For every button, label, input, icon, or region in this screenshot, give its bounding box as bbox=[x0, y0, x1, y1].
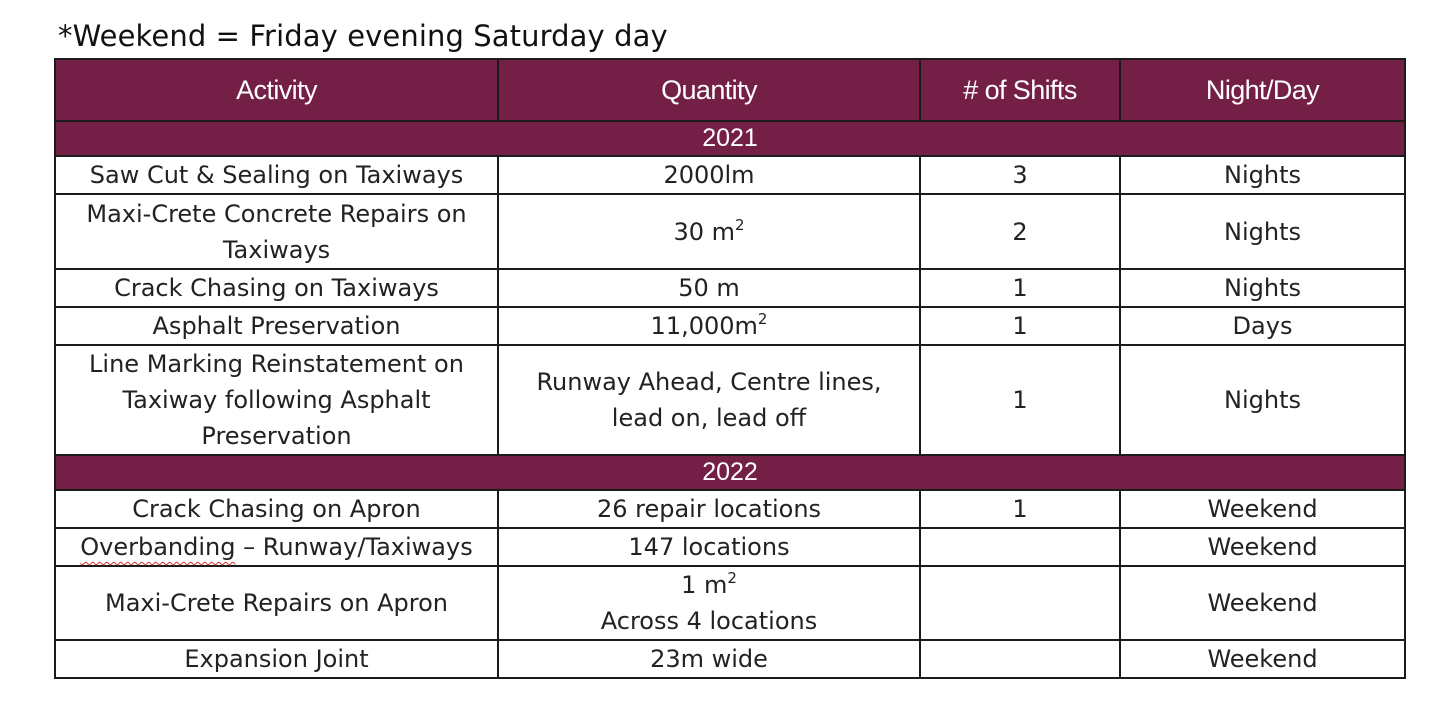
table-row bbox=[55, 640, 1405, 678]
shifts-cell: 1 bbox=[920, 307, 1120, 345]
column-header-activity: Activity bbox=[55, 59, 498, 121]
quantity-value: 30 m bbox=[673, 217, 735, 246]
superscript-unit: 2 bbox=[735, 215, 745, 234]
year-label-2021: 2021 bbox=[55, 121, 1405, 156]
column-header-night-day: Night/Day bbox=[1120, 59, 1405, 121]
table-row bbox=[55, 307, 1405, 345]
superscript-unit: 2 bbox=[757, 310, 768, 328]
quantity-cell bbox=[498, 566, 920, 640]
activity-cell: Maxi-Crete Concrete Repairs on Taxiways bbox=[55, 194, 498, 269]
weekend-note: *Weekend = Friday evening Saturday day bbox=[58, 19, 668, 53]
shifts-cell: 1 bbox=[920, 269, 1120, 307]
quantity-cell: 50 m bbox=[498, 269, 920, 307]
activity-cell: Crack Chasing on Taxiways bbox=[55, 269, 498, 307]
superscript-unit: 2 bbox=[727, 569, 737, 587]
column-header-shifts: # of Shifts bbox=[920, 59, 1120, 121]
night-day-cell: Weekend bbox=[1120, 566, 1405, 640]
quantity-cell: 2000lm bbox=[498, 156, 920, 194]
night-day-cell: Nights bbox=[1120, 194, 1405, 269]
night-day-cell: Days bbox=[1120, 307, 1405, 345]
night-day-cell: Weekend bbox=[1120, 640, 1405, 678]
shifts-cell: 3 bbox=[920, 156, 1120, 194]
table-row bbox=[55, 528, 1405, 566]
table-row bbox=[55, 345, 1405, 455]
spellcheck-underlined-word: Overbanding bbox=[80, 533, 236, 561]
activity-text: – Runway/Taxiways bbox=[235, 533, 473, 561]
night-day-cell: Weekend bbox=[1120, 490, 1405, 528]
column-header-quantity: Quantity bbox=[498, 59, 920, 121]
quantity-value: 11,000m bbox=[650, 312, 758, 340]
table-row bbox=[55, 194, 1405, 269]
activity-cell bbox=[55, 528, 498, 566]
shifts-cell bbox=[920, 566, 1120, 640]
night-day-cell: Nights bbox=[1120, 156, 1405, 194]
activity-cell: Asphalt Preservation bbox=[55, 307, 498, 345]
table-row bbox=[55, 156, 1405, 194]
activity-cell: Line Marking Reinstatement on Taxiway following Asphalt Preservation bbox=[55, 345, 498, 455]
night-day-cell: Nights bbox=[1120, 345, 1405, 455]
night-day-cell: Weekend bbox=[1120, 528, 1405, 566]
activity-cell: Expansion Joint bbox=[55, 640, 498, 678]
table-row bbox=[55, 269, 1405, 307]
year-row-2022 bbox=[55, 455, 1405, 490]
quantity-cell: 23m wide bbox=[498, 640, 920, 678]
table-row bbox=[55, 566, 1405, 640]
activity-cell: Crack Chasing on Apron bbox=[55, 490, 498, 528]
works-schedule-table bbox=[54, 58, 1406, 679]
shifts-cell: 1 bbox=[920, 345, 1120, 455]
quantity-cell: Runway Ahead, Centre lines, lead on, lead off bbox=[498, 345, 920, 455]
quantity-cell: 26 repair locations bbox=[498, 490, 920, 528]
quantity-cell bbox=[498, 307, 920, 345]
quantity-note: Across 4 locations bbox=[600, 607, 818, 635]
night-day-cell: Nights bbox=[1120, 269, 1405, 307]
shifts-cell bbox=[920, 528, 1120, 566]
year-row-2021 bbox=[55, 121, 1405, 156]
table-row bbox=[55, 490, 1405, 528]
year-label-2022: 2022 bbox=[55, 455, 1405, 490]
table-header-row bbox=[55, 59, 1405, 121]
shifts-cell: 1 bbox=[920, 490, 1120, 528]
activity-cell: Saw Cut & Sealing on Taxiways bbox=[55, 156, 498, 194]
quantity-cell bbox=[498, 194, 920, 269]
shifts-cell: 2 bbox=[920, 194, 1120, 269]
activity-cell: Maxi-Crete Repairs on Apron bbox=[55, 566, 498, 640]
quantity-cell: 147 locations bbox=[498, 528, 920, 566]
quantity-value: 1 m bbox=[681, 571, 728, 599]
shifts-cell bbox=[920, 640, 1120, 678]
